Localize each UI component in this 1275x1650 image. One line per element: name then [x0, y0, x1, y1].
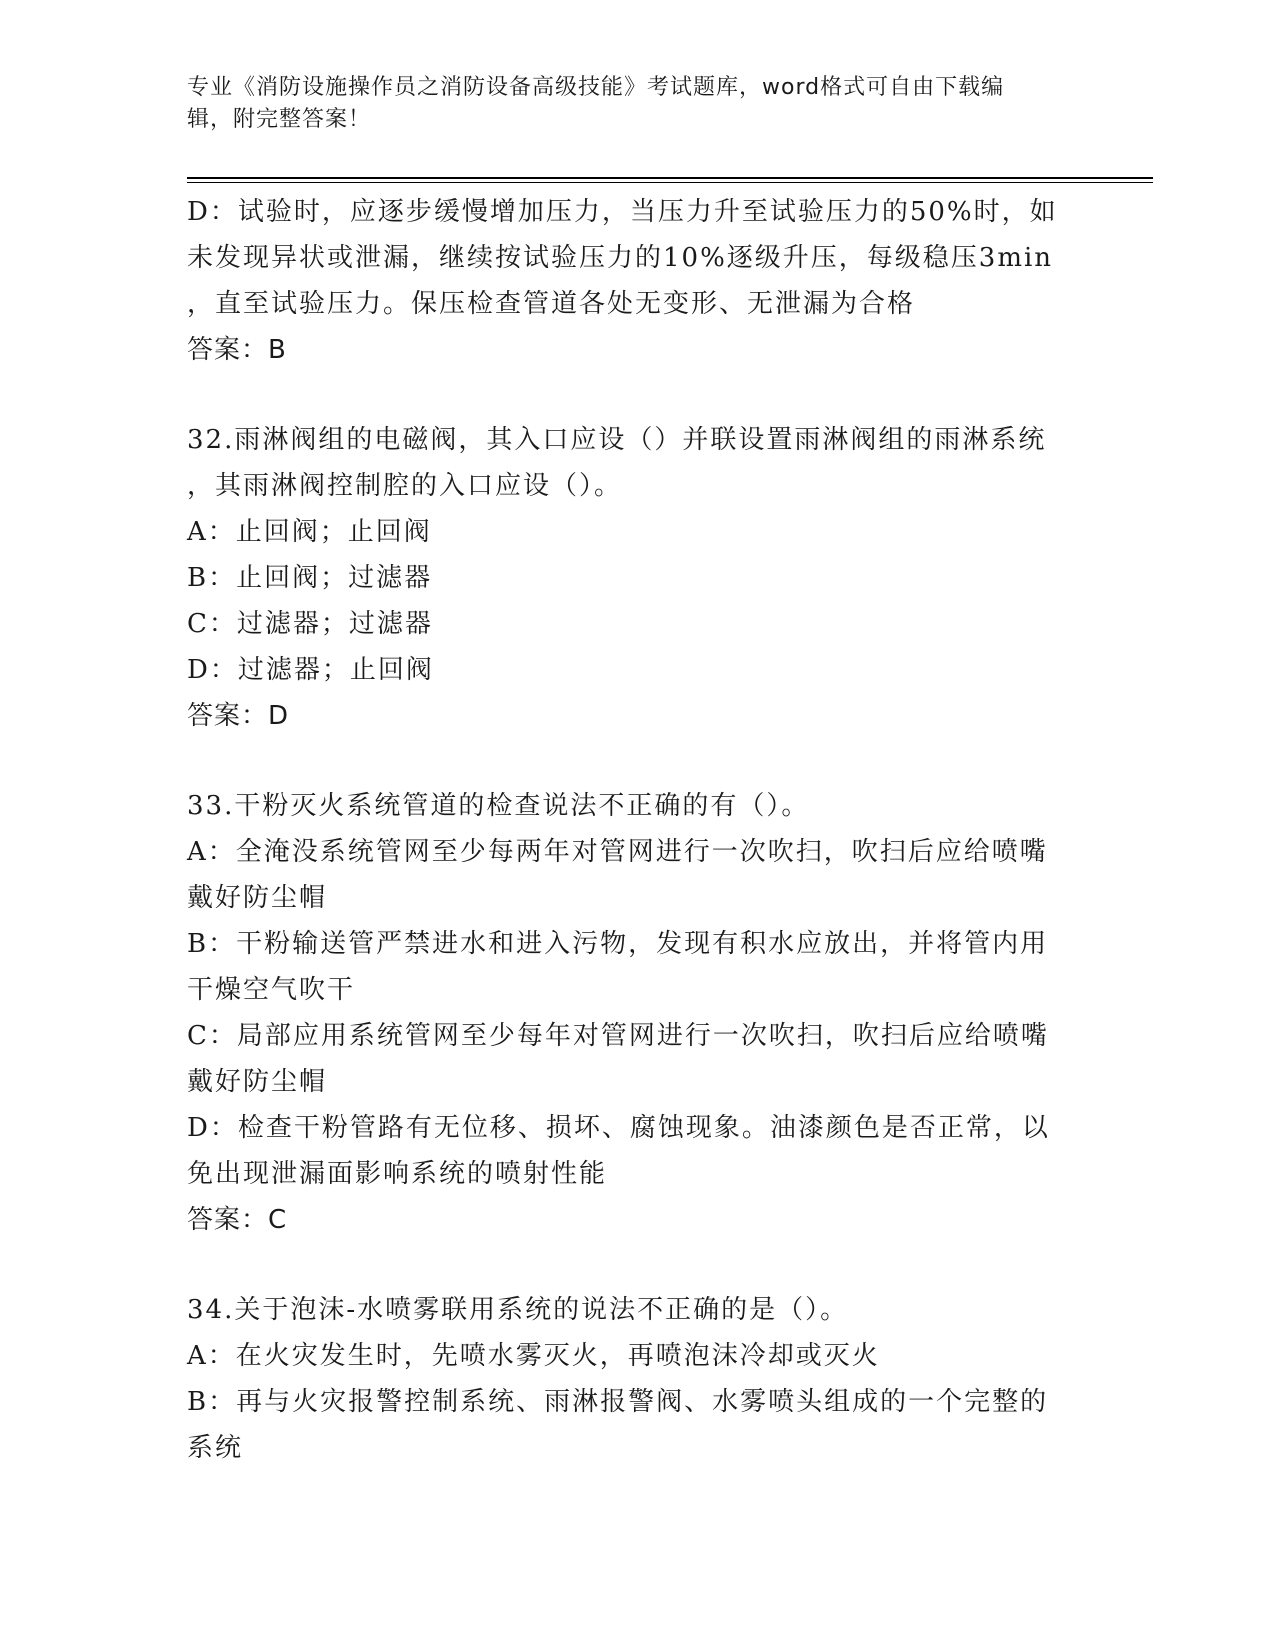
question-content	[187, 189, 1067, 1471]
option-a-line-1: A：全淹没系统管网至少每两年对管网进行一次吹扫，吹扫后应给喷嘴	[187, 837, 1048, 867]
option-a-line-2: 戴好防尘帽	[187, 883, 328, 913]
header-line-2: 辑，附完整答案！	[187, 107, 372, 132]
question-33	[187, 783, 1067, 1243]
option-b-line-2: 系统	[187, 1433, 244, 1463]
previous-question-tail	[187, 189, 1067, 373]
option-c-line-1: C：局部应用系统管网至少每年对管网进行一次吹扫，吹扫后应给喷嘴	[187, 1021, 1049, 1051]
question-stem-line-2: ，其雨淋阀控制腔的入口应设（）。	[187, 471, 623, 501]
question-stem-line-1: 32.雨淋阀组的电磁阀，其入口应设（）并联设置雨淋阀组的雨淋系统	[187, 425, 1047, 455]
option-c-line-2: 戴好防尘帽	[187, 1067, 328, 1097]
answer: 答案：D	[187, 701, 290, 731]
header-line-1: 专业《消防设施操作员之消防设备高级技能》考试题库，word格式可自由下载编	[187, 75, 1005, 100]
answer: 答案：C	[187, 1205, 288, 1235]
header-rule-thin	[187, 182, 1153, 183]
question-stem: 33.干粉灭火系统管道的检查说法不正确的有（）。	[187, 791, 810, 821]
option-d: D：过滤器；止回阀	[187, 655, 434, 685]
option-c: C：过滤器；过滤器	[187, 609, 433, 639]
option-d-line-3: ，直至试验压力。保压检查管道各处无变形、无泄漏为合格	[187, 289, 916, 319]
question-34	[187, 1287, 1067, 1471]
spacer	[187, 739, 1067, 783]
answer: 答案：B	[187, 335, 287, 365]
document-header	[187, 72, 1067, 136]
option-d-line-2: 未发现异状或泄漏，继续按试验压力的10%逐级升压，每级稳压3min	[187, 243, 1054, 273]
header-rule-thick	[187, 177, 1153, 179]
option-b-line-2: 干燥空气吹干	[187, 975, 356, 1005]
spacer	[187, 1243, 1067, 1287]
option-b: B：止回阀；过滤器	[187, 563, 433, 593]
spacer	[187, 373, 1067, 417]
option-d-line-2: 免出现泄漏面影响系统的喷射性能	[187, 1159, 608, 1189]
option-b-line-1: B：干粉输送管严禁进水和进入污物，发现有积水应放出，并将管内用	[187, 929, 1049, 959]
question-32	[187, 417, 1067, 739]
question-stem: 34.关于泡沫-水喷雾联用系统的说法不正确的是（）。	[187, 1295, 849, 1325]
option-d-line-1: D：检查干粉管路有无位移、损坏、腐蚀现象。油漆颜色是否正常，以	[187, 1113, 1050, 1143]
option-d-line-1: D：试验时，应逐步缓慢增加压力，当压力升至试验压力的50%时，如	[187, 197, 1058, 227]
option-a: A：在火灾发生时，先喷水雾灭火，再喷泡沫冷却或灭火	[187, 1341, 880, 1371]
option-a: A：止回阀；止回阀	[187, 517, 432, 547]
option-b-line-1: B：再与火灾报警控制系统、雨淋报警阀、水雾喷头组成的一个完整的	[187, 1387, 1049, 1417]
